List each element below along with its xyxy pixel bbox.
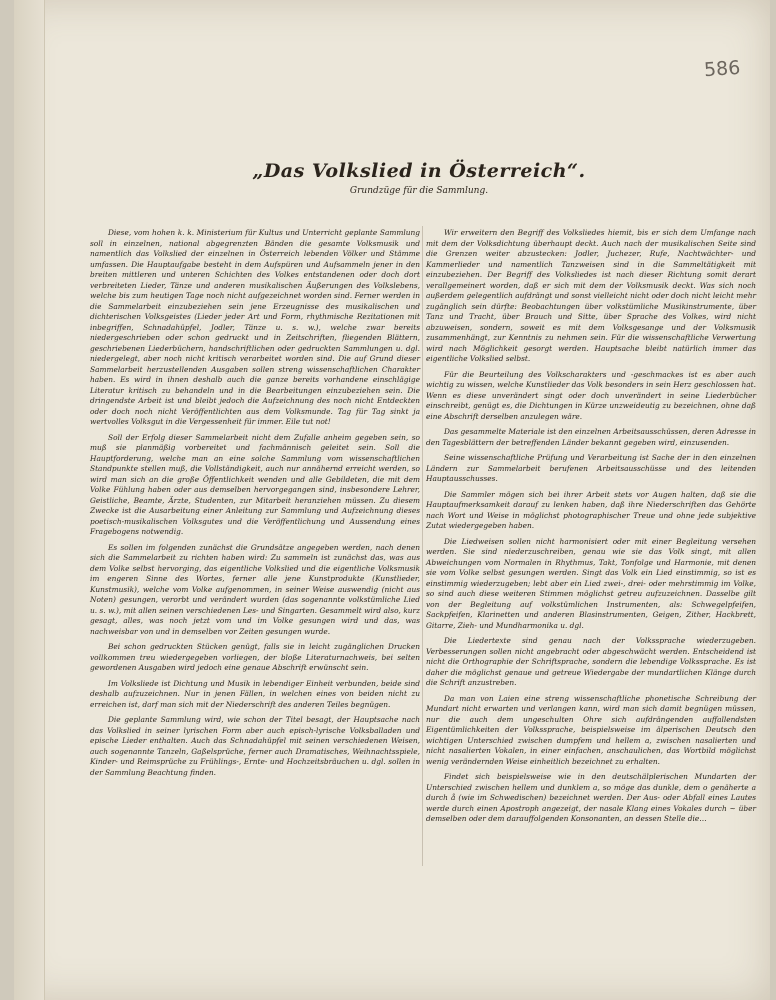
paragraph: Bei schon gedruckten Stücken genügt, falls sie in leicht zugänglichen Drucken vollkommen treu wiedergegeben vorliegen, der bloße Literaturnachweis, bei selten gewordenen Ausgaben wird jedoch eine genaue Abschrift erwünscht sein. — [90, 642, 420, 672]
paragraph: Da man von Laien eine streng wissenschaftliche phonetische Schreibung der Mundart nicht erwarten und verlangen kann, wird man sich damit begnügen müssen, nur die auch dem ungeschulten Ohre sich aufdrängenden auffallendsten Eigentümlichkeiten der Volkssprache, beispielsweise im älperischen Deutsch den wichtigen Unterschied zwischen dumpfem und hellem a, zwischen nasalierten und nicht nasalierten Vokalen, in einer einfachen, anschaulichen, das Wortbild möglichst wenig verändernden Weise einheitlich bezeichnet zu erhalten. — [426, 693, 756, 766]
page-number: 586 — [703, 56, 741, 82]
column-divider — [422, 226, 423, 866]
left-column — [90, 228, 420, 782]
right-column — [426, 228, 756, 829]
document-page — [14, 0, 770, 1000]
page-subtitle: Grundzüge für die Sammlung. — [349, 186, 489, 196]
paragraph: Es sollen im folgenden zunächst die Grundsätze angegeben werden, nach denen sich die Sammelarbeit zu richten haben wird: Zu sammeln ist zunächst das, was aus dem Volke selbst hervorging, das eigentliche Volkslied und die eigentliche Volksmusik im engeren Sinne des Wortes, ferner alle jene Kunstprodukte (Kunstlieder, Kunstmusik), welche vom Volke aufgenommen, in seiner Weise auswendig (nicht aus Noten) gesungen, verorbt und verändert wurden (das sogenannte volkstümliche Lied u. s. w.), mit allen seinen verschiedenen Les- und Singarten. Gesammelt wird also, kurz gesagt, alles, was noch jetzt vom und im Volke gesungen wird und das, was nachweisbar von und in demselben vor Zeiten gesungen wurde. — [90, 542, 420, 636]
paragraph: Die Liedertexte sind genau nach der Volkssprache wiederzugeben. Verbesserungen sollen nicht angebracht oder abgeschwächt werden. Entscheidend ist nicht die Orthographie der Schriftsprache, sondern die lebendige Volkssprache. Es ist daher die möglichst genaue und getreue Wiedergabe der mundartlichen Klänge durch die Schrift anzustreben. — [426, 636, 756, 687]
paragraph: Die Sammler mögen sich bei ihrer Arbeit stets vor Augen halten, daß sie die Hauptaufmerksamkeit darauf zu lenken haben, daß ihre Niederschriften das Gehörte nach Wort und Weise in möglichst photographischer Treue und ohne jede subjektive Zutat wiedergegeben haben. — [426, 489, 756, 530]
paragraph: Für die Beurteilung des Volkscharakters und -geschmackes ist es aber auch wichtig zu wissen, welche Kunstlieder das Volk besonders in sein Herz geschlossen hat. Wenn es diese unverändert singt oder doch unverändert in seine Liederbücher einschreibt, genügt es, die Dichtungen in Kürze unzweideutig zu bezeichnen, ohne daß eine Abschrift derselben anzulegen wäre. — [426, 369, 756, 421]
paragraph: Das gesammelte Materiale ist den einzelnen Arbeitsausschüssen, deren Adresse in den Tagesblättern der betreffenden Länder bekannt gegeben wird, einzusenden. — [426, 427, 756, 447]
paragraph: Findet sich beispielsweise wie in den deutschälplerischen Mundarten der Unterschied zwischen hellem und dunklem a, so möge das dunkle, dem o genäherte a durch å (wie im Schwedischen) bezeichnet werden. Der Aus- oder Abfall eines Lautes werde durch einen Apostroph angezeigt, der nasale Klang eines Vokales durch ~ über demselben oder dem darauffolgenden Konsonanten, an dessen Stelle die… — [426, 772, 756, 823]
paragraph: Die Liedweisen sollen nicht harmonisiert oder mit einer Begleitung versehen werden. Sie sind niederzuschreiben, genau wie sie das Volk singt, mit allen Abweichungen vom Normalen in Rhythmus, Takt, Tonfolge und Harmonie, mit denen sie vom Volke selbst gesungen werden. Singt das Volk ein Lied einstimmig, so ist es einstimmig wiederzugeben; lebt aber ein Lied zwei-, drei- oder mehrstimmig im Volke, so sind auch diese weiteren Stimmen möglichst getreu aufzuzeichnen. Dasselbe gilt von der Begleitung auf volkstümlichen Instrumenten, als: Schwegelpfeifen, Sackpfeifen, Klarinetten und anderen Blasinstrumenten, Geigen, Zither, Hackbrett, Gitarre, Zieh- und Mundharmonika u. dgl. — [426, 536, 756, 630]
page-title: „Das Volkslied in Österreich“. — [252, 160, 586, 182]
paragraph: Seine wissenschaftliche Prüfung und Verarbeitung ist Sache der in den einzelnen Ländern zur Sammelarbeit berufenen Arbeitsausschüsse und des leitenden Hauptausschusses. — [426, 453, 756, 483]
paragraph: Wir erweitern den Begriff des Volksliedes hiemit, bis er sich dem Umfange nach mit dem der Volksdichtung überhaupt deckt. Auch nach der musikalischen Seite sind die Grenzen weiter abzustecken: Jodler, Juchezer, Rufe, Nachtwächter- und Kammerlieder und namentlich Tanzweisen sind in die Sammeltätigkeit mit einzubeziehen. Der Begriff des Volksliedes ist nach dieser Richtung somit derart verallgemeinert worden, daß er sich mit dem der Volksmusik deckt. Was sich noch außerdem gelegentlich aufdrängt und sonst vielleicht nicht oder doch nicht leicht mehr zugänglich sein dürfte: Beobachtungen über volkstümliche Musikinstrumente, über Tanz und Tracht, über Brauch und Sitte, über Sprache des Volkes, wird nicht abzuweisen, sondern, soweit es mit dem Volksgesange und der Volksmusik zusammenhängt, zur Kenntnis zu nehmen sein. Für die wissenschaftliche Verwertung wird nach Möglichkeit gesorgt werden. Hauptsache bleibt natürlich immer das eigentliche Volkslied selbst. — [426, 228, 756, 363]
paragraph: Soll der Erfolg dieser Sammelarbeit nicht dem Zufalle anheim gegeben sein, so muß sie planmäßig vorbereitet und fachmännisch geleitet sein. Soll die Hauptforderung, welche man an eine solche Sammlung vom wissenschaftlichen Standpunkte stellen muß, die Vollständigkeit, auch nur annähernd erreicht werden, so wird man sich an die große Öffentlichkeit wenden und alle Gebildeten, die mit dem Volke Fühlung haben oder aus demselben hervorgegangen sind, insbesondere Lehrer, Geistliche, Beamte, Ärzte, Studenten, zur Mitarbeit heranziehen müssen. Zu diesem Zwecke ist die Ausarbeitung einer Anleitung zur Sammlung und Aufzeichnung dieses poetisch-musikalischen Volksgutes und die Veröffentlichung und Aussendung eines Fragebogens notwendig. — [90, 432, 420, 536]
paragraph: Diese, vom hohen k. k. Ministerium für Kultus und Unterricht geplante Sammlung soll in einzelnen, national abgegrenzten Bänden die gesamte Volksmusik und namentlich das Volkslied der einzelnen in Österreich lebenden Völker und Stämme umfassen. Die Hauptaufgabe besteht in dem Aufspüren und Aufsammeln jener in den breiten mittleren und unteren Schichten des Volkes entstandenen oder doch dort verbreiteten Lieder, Tänze und anderen musikalischen Äußerungen des Volkslebens, welche bis zum heutigen Tage noch nicht aufgezeichnet worden sind. Ferner werden in die Sammelarbeit einzubeziehen sein jene Erzeugnisse des musikalischen und dichterischen Volksgeistes (Lieder jeder Art und Form, rhythmische Rezitationen mit inbegriffen, Schnadahüpfel, Jodler, Tänze u. s. w.), welche zwar bereits niedergeschrieben oder schon gedruckt und in Zeitschriften, fliegenden Blättern, geschriebenen Liederbüchern, handschriftlichen oder gedruckten Sammlungen u. dgl. niedergelegt, aber noch nicht kritisch verarbeitet worden sind. Die auf Grund dieser Sammelarbeit herzustellenden Ausgaben sollen streng wissenschaftlichen Charakter haben. Es wird in ihnen deshalb auch die ganze bereits vorhandene einschlägige Literatur kritisch zu behandeln und in die Bearbeitungen einzubeziehen sein. Die dringendste Arbeit ist und bleibt jedoch die Aufzeichnung des noch nicht Entdeckten oder doch noch nicht Veröffentlichten aus dem Volksmunde. Tag für Tag sinkt ja wertvolles Volksgut in die Vergessenheit für immer. Eile tut not! — [90, 228, 420, 426]
paragraph: Im Volksliede ist Dichtung und Musik in lebendiger Einheit verbunden, beide sind deshalb aufzuzeichnen. Nur in jenen Fällen, in welchen eines von beiden nicht zu erreichen ist, darf man sich mit der Niederschrift des anderen Teiles begnügen. — [90, 678, 420, 709]
binding-edge — [14, 0, 45, 1000]
paragraph: Die geplante Sammlung wird, wie schon der Titel besagt, der Hauptsache nach das Volkslied in seiner lyrischen Form aber auch episch-lyrische Volksballaden und epische Lieder enthalten. Auch das Schnadahüpfel mit seinen verschiedenen Weisen, auch sogenannte Tanzeln, Gaßelsprüche, ferner auch Dramatisches, Weihnachtsspiele, Kinder- und Reimsprüche zu Frühlings-, Ernte- und Hochzeitsbräuchen u. dgl. sollen in der Sammlung Beachtung finden. — [90, 715, 420, 777]
